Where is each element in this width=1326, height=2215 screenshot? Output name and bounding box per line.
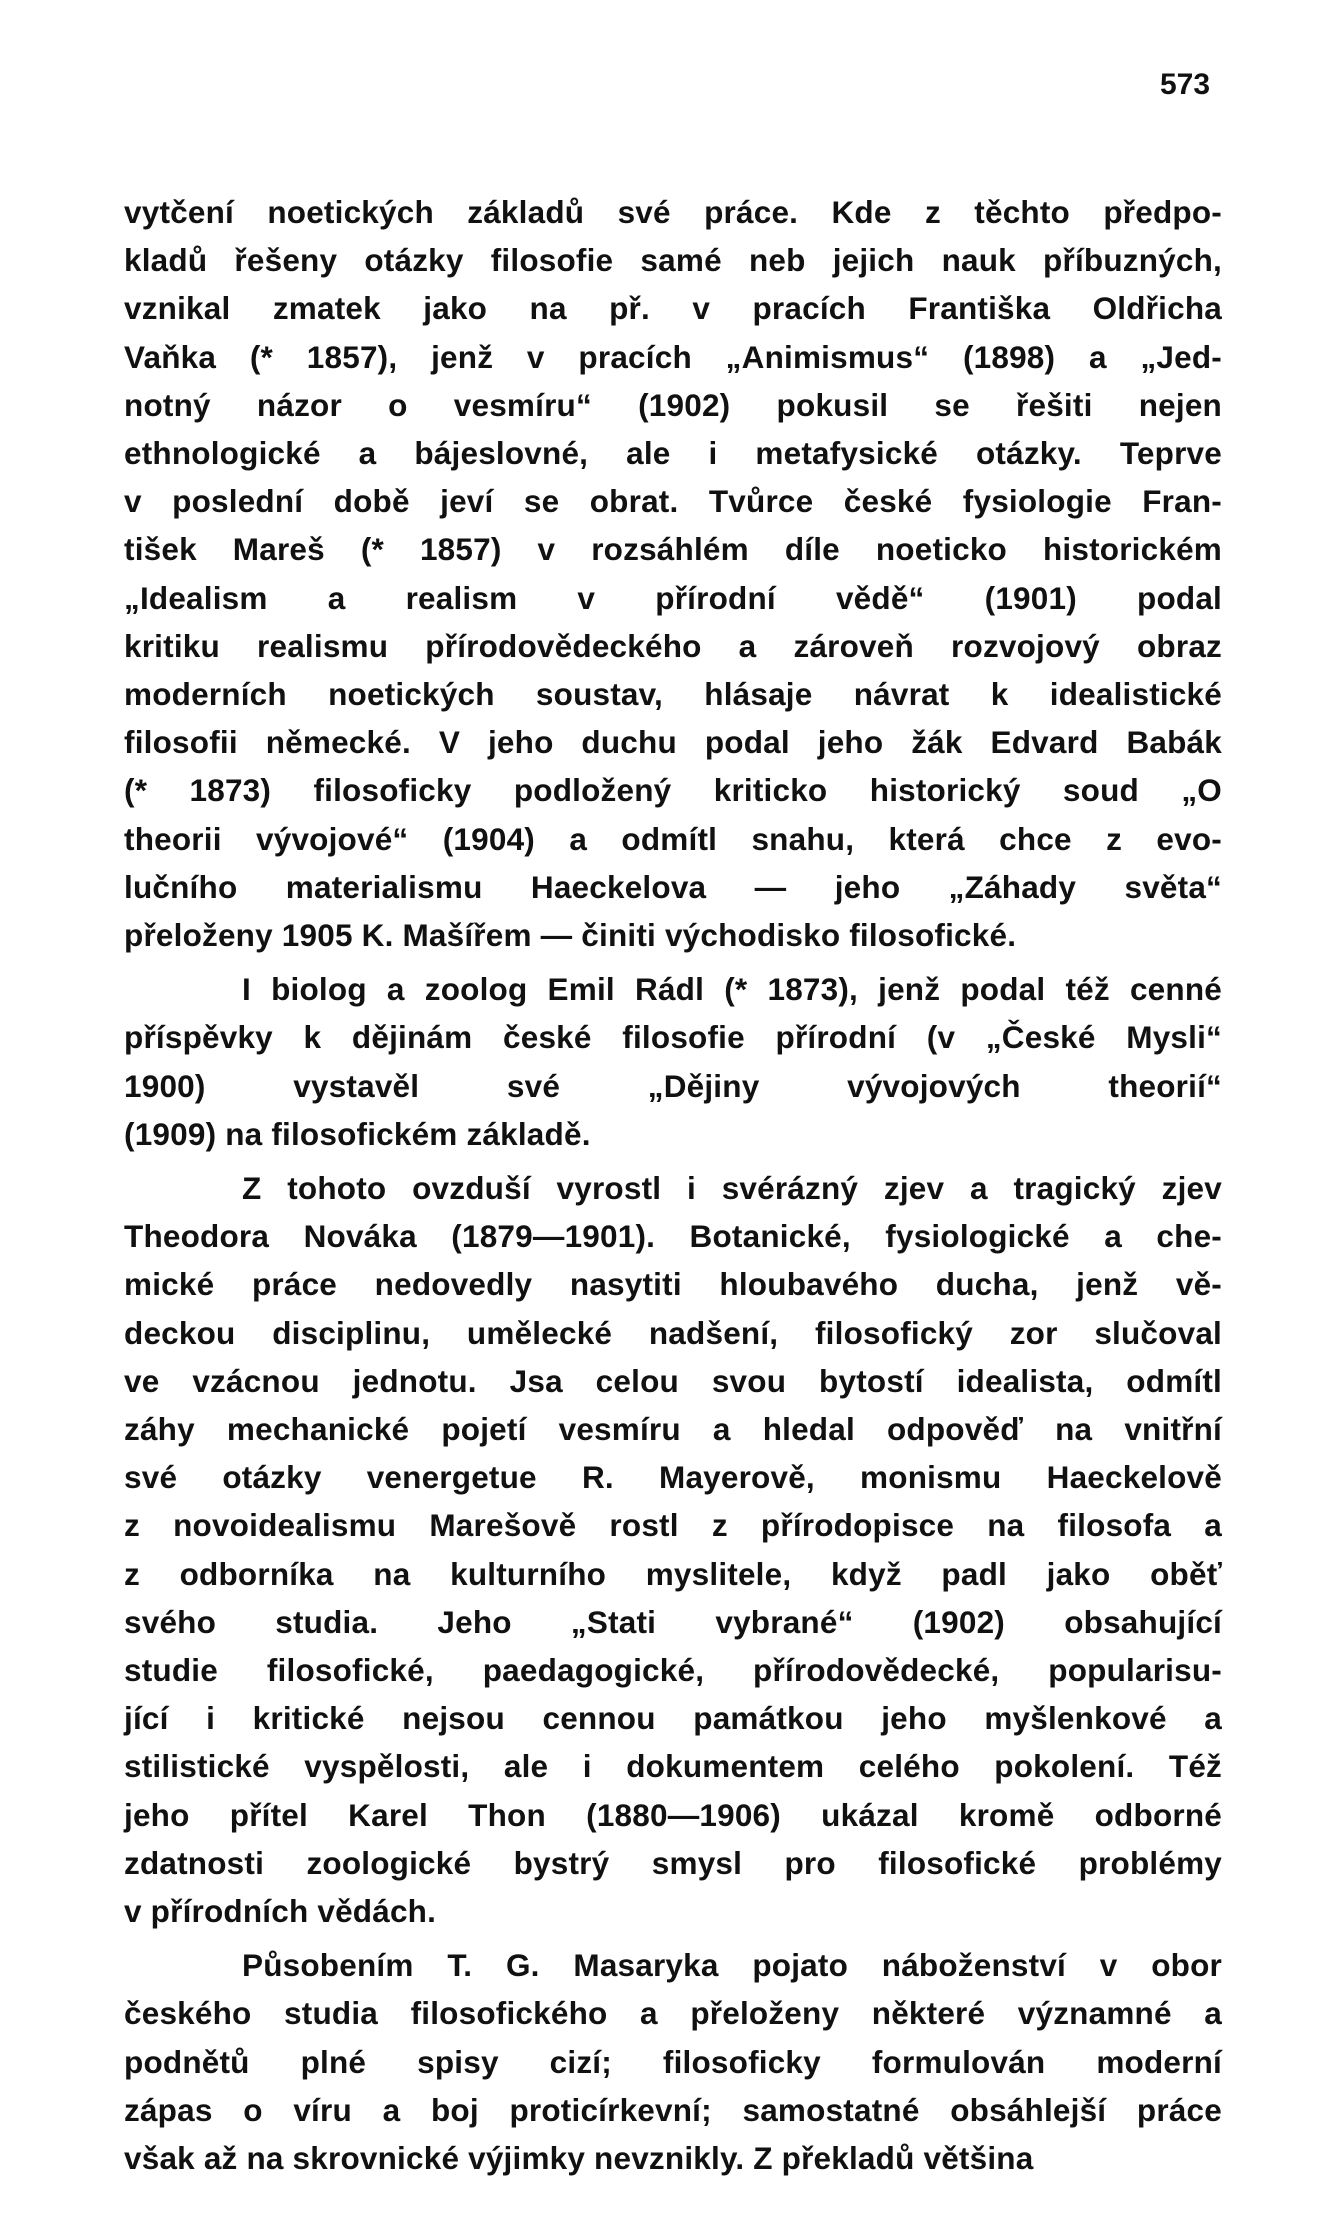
text-line: lučního materialismu Haeckelova — jeho „Záhady světa“ — [124, 869, 1222, 905]
text-line: filosofii německé. V jeho duchu podal jeho žák Edvard Babák — [124, 724, 1222, 760]
text-line: své otázky venergetue R. Mayerově, monismu Haeckelově — [124, 1459, 1222, 1495]
text-line: kladů řešeny otázky filosofie samé neb jejich nauk příbuzných, — [124, 242, 1222, 278]
text-line: však až na skrovnické výjimky nevznikly. Z překladů většina — [124, 2140, 1034, 2176]
text-line: 1900) vystavěl své „Dějiny vývojových theorií“ — [124, 1068, 1222, 1104]
text-line: (1909) na filosofickém základě. — [124, 1116, 591, 1152]
text-line: (* 1873) filosoficky podložený kriticko historický soud „O — [124, 772, 1222, 808]
text-line: moderních noetických soustav, hlásaje návrat k idealistické — [124, 676, 1222, 712]
text-line: z odborníka na kulturního myslitele, když padl jako oběť — [124, 1556, 1222, 1592]
text-line: Theodora Nováka (1879—1901). Botanické, fysiologické a che- — [124, 1218, 1222, 1254]
text-line: mické práce nedovedly nasytiti hloubavého ducha, jenž vě- — [124, 1266, 1222, 1302]
text-line: podnětů plné spisy cizí; filosoficky formulován moderní — [124, 2044, 1222, 2080]
text-line: Z tohoto ovzduší vyrostl i svérázný zjev a tragický zjev — [242, 1170, 1222, 1206]
text-line: I biolog a zoolog Emil Rádl (* 1873), jenž podal též cenné — [242, 971, 1222, 1007]
text-line: z novoidealismu Marešově rostl z přírodopisce na filosofa a — [124, 1507, 1222, 1543]
text-line: Působením T. G. Masaryka pojato náboženství v obor — [242, 1947, 1222, 1983]
text-line: studie filosofické, paedagogické, přírodovědecké, popularisu- — [124, 1652, 1222, 1688]
text-line: kritiku realismu přírodovědeckého a zároveň rozvojový obraz — [124, 628, 1222, 664]
text-line: v poslední době jeví se obrat. Tvůrce české fysiologie Fran- — [124, 483, 1222, 519]
text-line: tišek Mareš (* 1857) v rozsáhlém díle noeticko historickém — [124, 531, 1222, 567]
text-line: českého studia filosofického a přeloženy některé významné a — [124, 1995, 1222, 2031]
text-line: theorii vývojové“ (1904) a odmítl snahu, která chce z evo- — [124, 821, 1222, 857]
text-line: jeho přítel Karel Thon (1880—1906) ukázal kromě odborné — [124, 1797, 1222, 1833]
text-line: svého studia. Jeho „Stati vybrané“ (1902) obsahující — [124, 1604, 1222, 1640]
text-line: „Idealism a realism v přírodní vědě“ (1901) podal — [124, 580, 1222, 616]
text-line: v přírodních vědách. — [124, 1893, 437, 1929]
text-line: záhy mechanické pojetí vesmíru a hledal odpověď na vnitřní — [124, 1411, 1222, 1447]
text-line: ethnologické a bájeslovné, ale i metafysické otázky. Teprve — [124, 435, 1222, 471]
text-line: příspěvky k dějinám české filosofie přírodní (v „České Mysli“ — [124, 1019, 1222, 1055]
text-line: notný názor o vesmíru“ (1902) pokusil se řešiti nejen — [124, 387, 1222, 423]
text-line: vytčení noetických základů své práce. Kde z těchto předpo- — [124, 194, 1222, 230]
text-line: Vaňka (* 1857), jenž v pracích „Animismus“ (1898) a „Jed- — [124, 339, 1222, 375]
text-line: ve vzácnou jednotu. Jsa celou svou bytostí idealista, odmítl — [124, 1363, 1222, 1399]
text-line: stilistické vyspělosti, ale i dokumentem celého pokolení. Též — [124, 1748, 1222, 1784]
text-line: deckou disciplinu, umělecké nadšení, filosofický zor slučoval — [124, 1315, 1222, 1351]
text-line: vznikal zmatek jako na př. v pracích Františka Oldřicha — [124, 290, 1222, 326]
page-number: 573 — [1160, 68, 1211, 101]
text-line: jící i kritické nejsou cennou památkou jeho myšlenkové a — [124, 1700, 1222, 1736]
text-line: zápas o víru a boj proticírkevní; samostatné obsáhlejší práce — [124, 2092, 1222, 2128]
text-line: přeloženy 1905 K. Mašířem — činiti východisko filosofické. — [124, 917, 1017, 953]
text-line: zdatnosti zoologické bystrý smysl pro filosofické problémy — [124, 1845, 1222, 1881]
